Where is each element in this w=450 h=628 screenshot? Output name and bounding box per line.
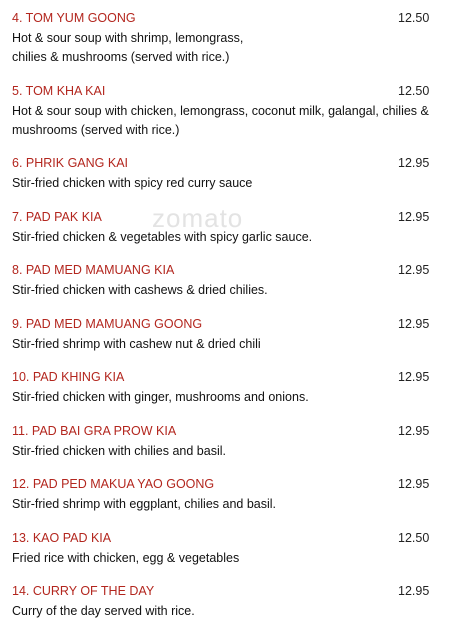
item-description: Hot & sour soup with shrimp, lemongrass, chilies & mushrooms (served with rice.)	[12, 31, 244, 64]
item-price: 12.95	[398, 317, 430, 331]
item-name: 8. PAD MED MAMUANG KIA	[12, 263, 175, 277]
item-name: 6. PHRIK GANG KAI	[12, 156, 129, 170]
item-name: 12. PAD PED MAKUA YAO GOONG	[12, 477, 215, 491]
item-description: Stir-fried shrimp with cashew nut & dried chili	[12, 337, 261, 351]
item-name: 9. PAD MED MAMUANG GOONG	[12, 317, 203, 331]
item-description: Stir-fried shrimp with eggplant, chilies and basil.	[12, 497, 277, 511]
item-description	[12, 102, 442, 140]
item-price: 12.95	[398, 263, 430, 277]
item-name: 14. CURRY OF THE DAY	[12, 584, 155, 598]
item-description: Stir-fried chicken & vegetables with spicy garlic sauce.	[12, 230, 313, 244]
item-name: 5. TOM KHA KAI	[12, 84, 106, 98]
item-price: 12.95	[398, 210, 430, 224]
item-name: 13. KAO PAD KIA	[12, 531, 112, 545]
item-price: 12.95	[398, 584, 430, 598]
item-price: 12.50	[398, 531, 430, 545]
item-name: 7. PAD PAK KIA	[12, 210, 102, 224]
item-description: Stir-fried chicken with cashews & dried chilies.	[12, 283, 268, 297]
item-price: 12.95	[398, 156, 430, 170]
item-price: 12.50	[398, 84, 430, 98]
watermark: zomato	[152, 203, 244, 233]
item-price: 12.50	[398, 11, 430, 25]
item-price: 12.95	[398, 370, 430, 384]
item-description: Curry of the day served with rice.	[12, 604, 195, 618]
item-price: 12.95	[398, 477, 430, 491]
item-price: 12.95	[398, 424, 430, 438]
item-name: 4. TOM YUM GOONG	[12, 11, 136, 25]
item-description-text: Hot & sour soup with chicken, lemongrass, coconut milk, galangal, chilies & mushrooms (served with rice.)	[12, 104, 429, 137]
item-description: Fried rice with chicken, egg & vegetables	[12, 551, 240, 565]
item-name: 11. PAD BAI GRA PROW KIA	[12, 424, 177, 438]
item-name: 10. PAD KHING KIA	[12, 370, 125, 384]
item-description: Stir-fried chicken with chilies and basil.	[12, 444, 226, 458]
item-description: Stir-fried chicken with ginger, mushrooms and onions.	[12, 390, 309, 404]
item-description: Stir-fried chicken with spicy red curry sauce	[12, 176, 253, 190]
